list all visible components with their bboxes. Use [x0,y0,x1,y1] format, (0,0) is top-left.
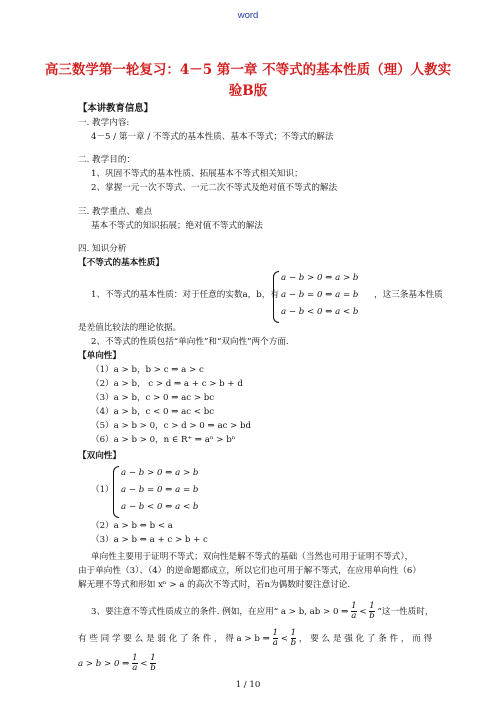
item1-cont: 是差值比较法的理论依据。 [78,323,182,333]
item3-line-3 [78,654,156,673]
item1-pre: 1、不等式的基本性质：对于任意的实数a，b，有 [91,290,279,300]
case-1: a − b > 0 ⇔ a > b [281,273,359,283]
bi-case-3: a − b < 0 ⇔ a < b [121,502,199,512]
uni-1: （1）a > b，b > c ⇒ a > c [91,365,204,375]
fraction-1-over-a: $\frac{1}{a}$ [272,628,278,648]
item3-line-1 [91,602,433,621]
fraction-1-over-b: $\frac{1}{b}$ [290,628,297,648]
item3-l2-post: ， 要 么 是 强 化 了 条 件 ， 而 得 [298,634,433,644]
item3-line-2 [78,629,432,648]
para-line-3: 解无理不等式和形如 xⁿ > a 的高次不等式时，若n为偶数时要注意讨论. [78,580,351,590]
fraction-1-over-b: $\frac{1}{b}$ [150,653,156,673]
fraction-1-over-b: $\frac{1}{b}$ [369,601,375,621]
title-line-1: 高三数学第一轮复习：4－5 第一章 不等式的基本性质（理）人教实 [44,62,452,78]
bi-3: （3）a > b ⇔ a + c > b + c [91,535,208,545]
s2-item1: 1、巩固不等式的基本性质、拓展基本不等式相关知识； [91,169,303,179]
uni-3: （3）a > b，c > 0 ⇒ ac > bc [91,393,215,403]
s1-body: 4－5 / 第一章 / 不等式的基本性质、基本不等式；不等式的解法 [91,132,334,142]
cases-brace [273,271,279,323]
header-watermark: word [237,10,259,21]
bidirectional-head: 【双向性】 [78,451,121,461]
s3-body: 基本不等式的知识拓展；绝对值不等式的解法 [91,221,263,231]
item3-l3-pre: a > b > 0 ⇒ [78,659,133,669]
less-than: < [280,634,288,644]
para-line-1: 单向性主要用于证明不等式；双向性是解不等式的基础（当然也可用于证明不等式）， [91,552,414,562]
item3-post: ”这一性质时， [377,607,434,617]
title-line-2: 验B版 [228,83,268,99]
item1-post: ，这三条基本性质 [374,290,443,300]
uni-5: （5）a > b > 0，c > d > 0 ⇒ ac > bd [91,421,252,431]
less-than: < [140,659,148,669]
s4-head: 四. 知识分析 [78,244,127,254]
section-info: 【本讲教育信息】 [78,103,154,114]
para-line-2: 由于单向性（3）、（4）的逆命题都成立，所以它们也可用于解不等式，在应用单向性（6） [78,566,421,576]
case-3: a − b < 0 ⇔ a < b [281,307,359,317]
bi-case-2: a − b = 0 ⇔ a = b [121,485,199,495]
fraction-1-over-a: $\frac{1}{a}$ [351,601,357,621]
item3-pre: 3、要注意不等式性质成立的条件. 例如，在应用“ a > b, ab > 0 ⇒ [91,607,352,617]
s1-head: 一. 教学内容: [78,118,130,128]
basic-props-head: 【不等式的基本性质】 [78,258,164,268]
page-title [40,60,456,102]
uni-2: （2）a > b， c > d ⇒ a + c > b + d [91,379,243,389]
bi-case-1: a − b > 0 ⇔ a > b [121,468,199,478]
s2-item2: 2、掌握一元一次不等式、一元二次不等式及绝对值不等式的解法 [91,183,338,193]
bi-cases-brace [113,466,119,518]
uni-4: （4）a > b，c < 0 ⇒ ac < bc [91,407,215,417]
fraction-1-over-a: $\frac{1}{a}$ [132,653,138,673]
bi-1-label: （1） [91,485,114,495]
case-2: a − b = 0 ⇔ a = b [281,290,359,300]
s2-head: 二. 教学目的： [78,155,136,165]
uni-6: （6）a > b > 0，n ∈ R⁺ ⇒ aⁿ > bⁿ [91,435,236,445]
item3-l2-pre: 有 些 同 学 要 么 是 弱 化 了 条 件 ， 得 a > b ⇒ [78,634,273,644]
item2: 2、不等式的性质包括“单向性”和“双向性”两个方面. [91,337,289,347]
unidirectional-head: 【单向性】 [78,351,121,361]
s3-head: 三. 教学重点、难点 [78,207,153,217]
less-than: < [359,607,367,617]
page-number: 1 / 10 [235,680,261,690]
bi-2: （2）a > b ⇔ b < a [91,521,173,531]
